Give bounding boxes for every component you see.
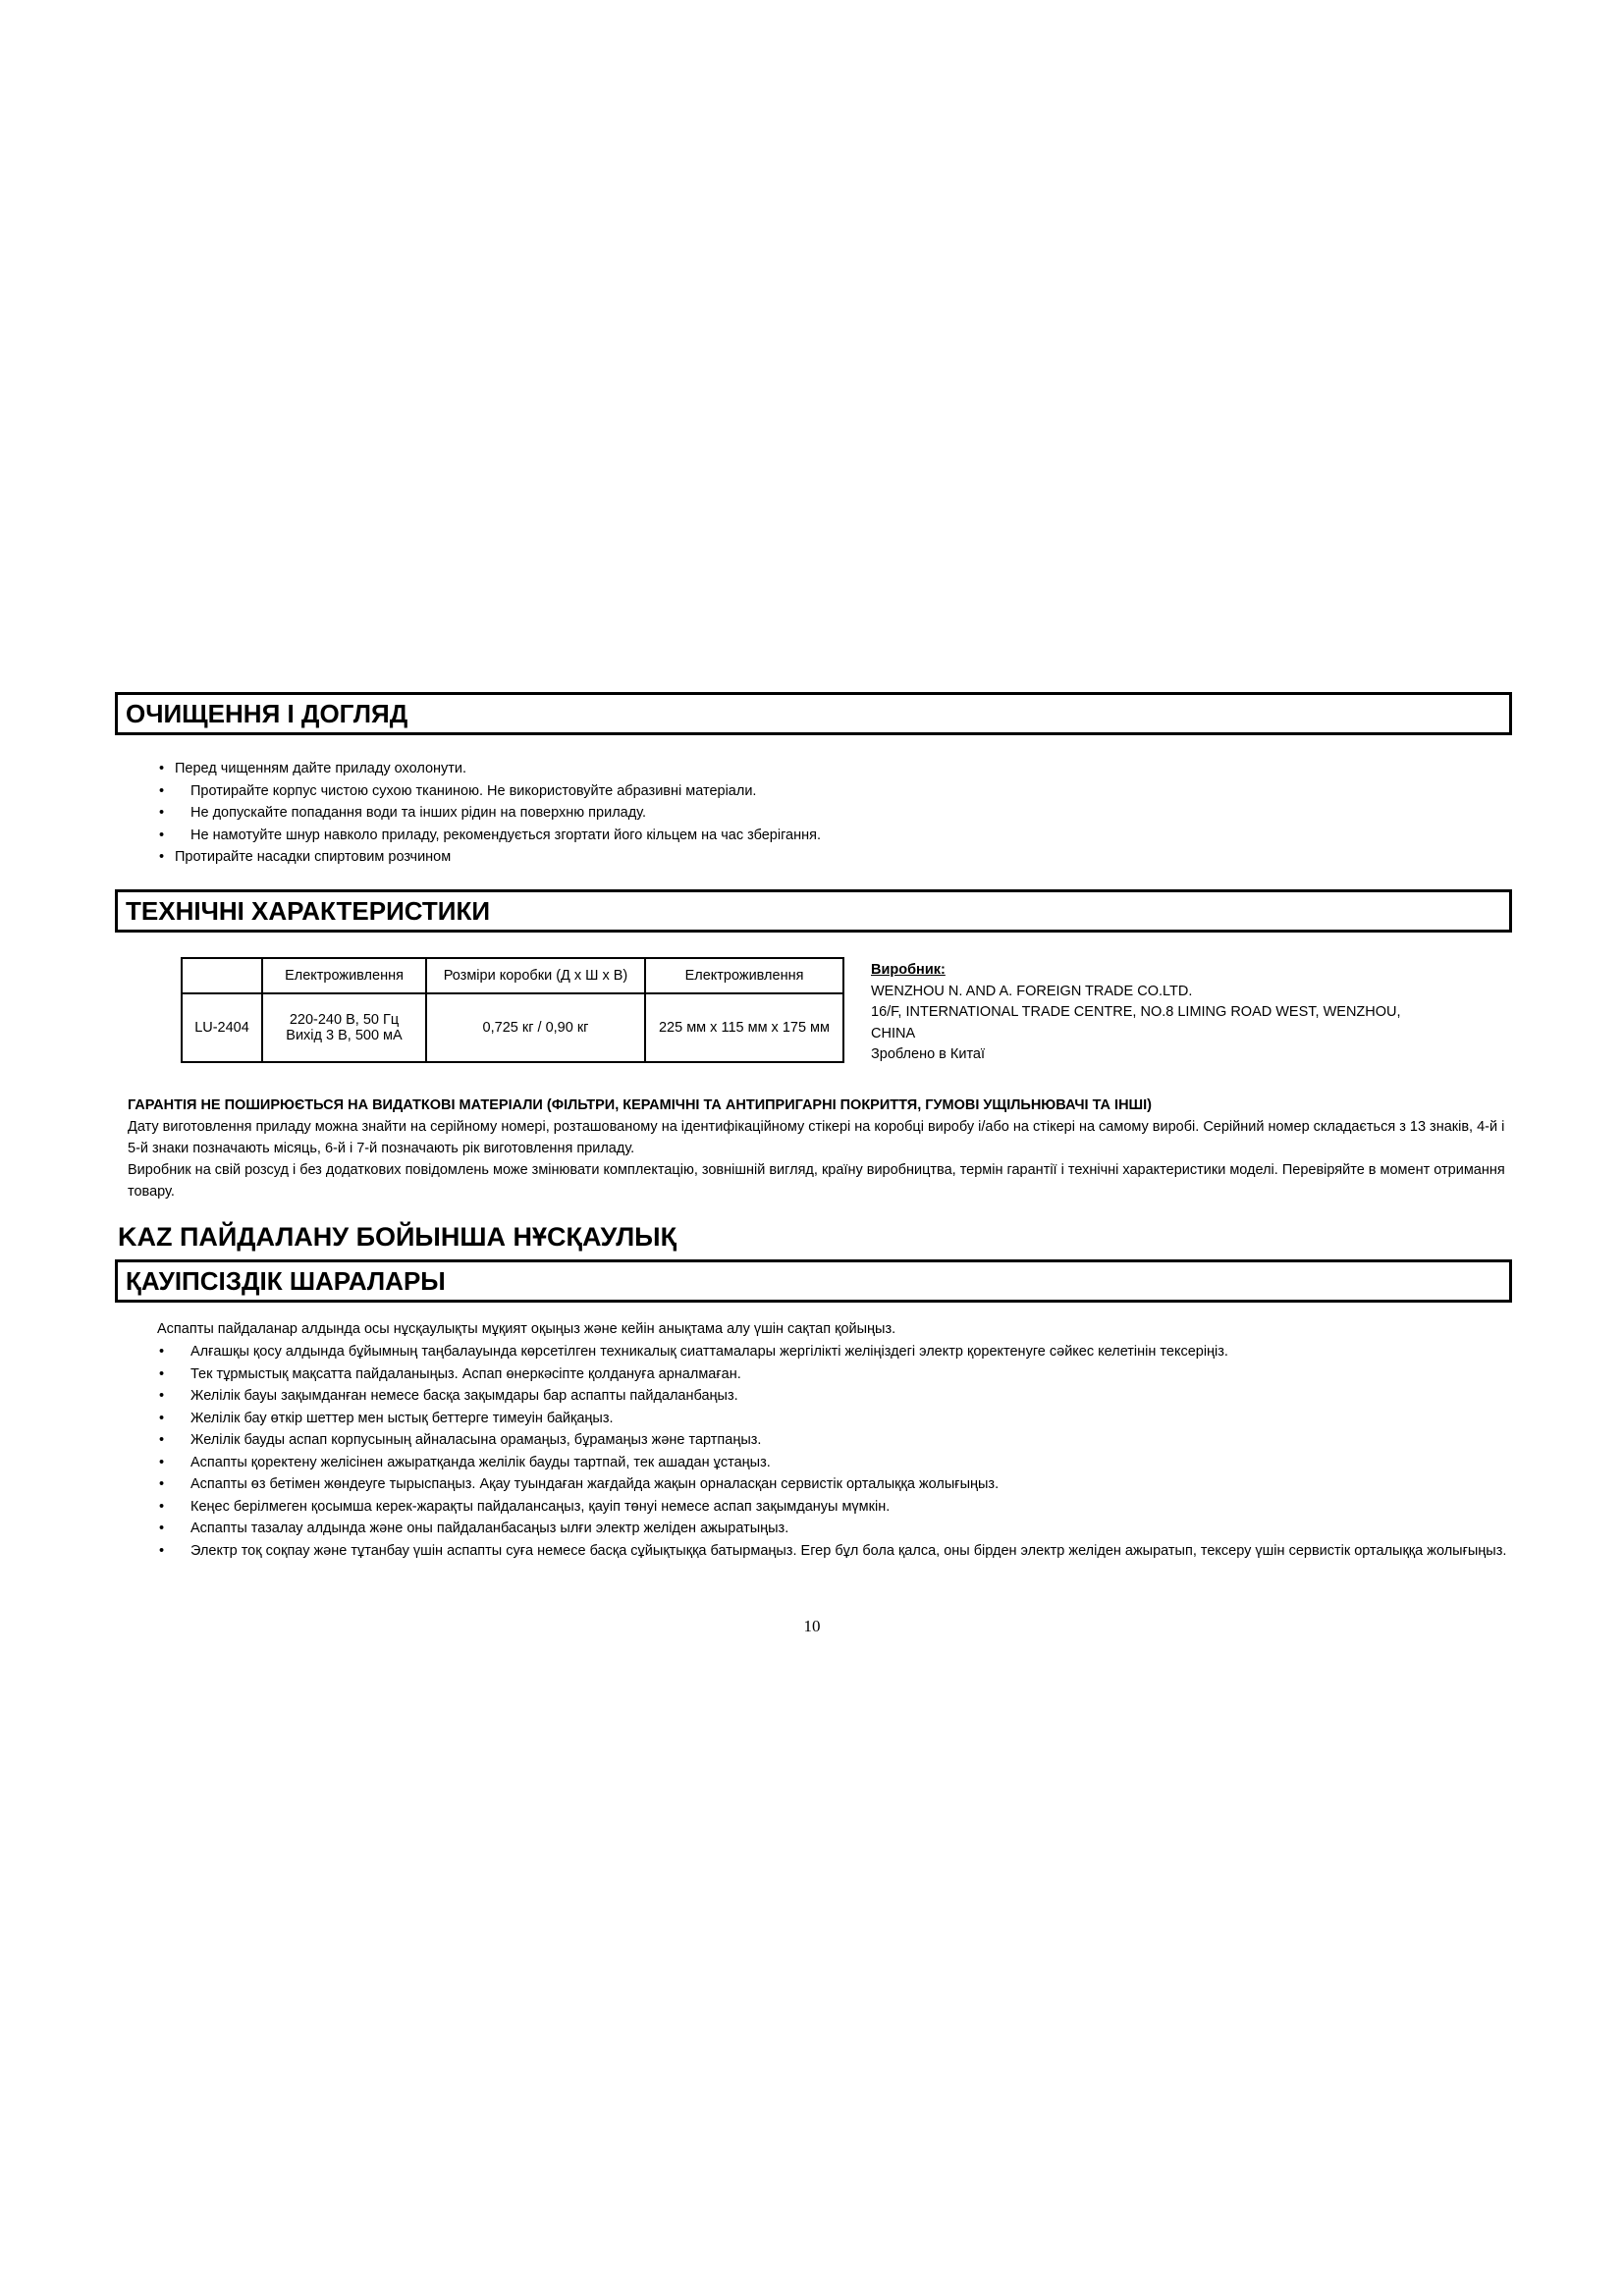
manufacturer-line: Зроблено в Китаї (871, 1046, 986, 1062)
list-item: • Кеңес берілмеген қосымша керек-жарақты пайдалансаңыз, қауіп төнуі немесе аспап зақымдануы мүмкін. (155, 1496, 1510, 1519)
dimensions-cell: 225 мм х 115 мм х 175 мм (645, 993, 843, 1062)
table-header-cell: Електроживлення (262, 958, 426, 993)
list-item: • Протирайте насадки спиртовим розчином (155, 846, 1510, 869)
list-item: • Протирайте корпус чистою сухою тканиною. Не використовуйте абразивні матеріали. (155, 780, 1510, 803)
list-item: • Желілік бауы зақымданған немесе басқа зақымдары бар аспапты пайдаланбаңыз. (155, 1385, 1510, 1408)
list-item: • Алғашқы қосу алдында бұйымның таңбалауында көрсетілген техникалық сиаттамалары жергілікті желіңіздегі электр қоректенуге сәйкес келетінін тексеріңіз. (155, 1341, 1510, 1363)
manufacturer-block (871, 960, 1509, 1066)
list-item: • Не намотуйте шнур навколо приладу, рекомендується згортати його кільцем на час зберігання. (155, 825, 1510, 847)
list-item: • Аспапты тазалау алдында және оны пайдаланбасаңыз ылғи электр желіден ажыратыңыз. (155, 1518, 1510, 1540)
warranty-block (128, 1095, 1512, 1202)
list-item: • Тек тұрмыстық мақсатта пайдаланыңыз. Аспап өнеркәсіпте қолдануға арналмаған. (155, 1363, 1510, 1386)
kaz-title: KAZ ПАЙДАЛАНУ БОЙЫНША НҰСҚАУЛЫҚ (118, 1222, 677, 1252)
list-item: • Желілік бау өткір шеттер мен ыстық беттерге тимеуін байқаңыз. (155, 1408, 1510, 1430)
warranty-heading: ГАРАНТІЯ НЕ ПОШИРЮЄТЬСЯ НА ВИДАТКОВІ МАТЕРІАЛИ (ФІЛЬТРИ, КЕРАМІЧНІ ТА АНТИПРИГАРНІ ПОКРИТТЯ, ГУМОВІ УЩІЛЬНЮВАЧІ ТА ІНШІ) (128, 1097, 1152, 1113)
manufacturer-line: WENZHOU N. AND A. FOREIGN TRADE CO.LTD. (871, 983, 1193, 999)
cleaning-list (155, 758, 1510, 869)
list-item: • Желілік бауды аспап корпусының айналасына орамаңыз, бұрамаңыз және тартпаңыз. (155, 1429, 1510, 1452)
specs-section-title: ТЕХНІЧНІ ХАРАКТЕРИСТИКИ (115, 889, 1512, 933)
safety-list (155, 1341, 1510, 1562)
manufacturer-label: Виробник: (871, 962, 946, 978)
weight-cell: 0,725 кг / 0,90 кг (426, 993, 645, 1062)
power-line: Вихід 3 В, 500 мА (286, 1028, 403, 1043)
power-cell (262, 993, 426, 1062)
cleaning-section-title: ОЧИЩЕННЯ І ДОГЛЯД (115, 692, 1512, 735)
safety-section-title: ҚАУІПСІЗДІК ШАРАЛАРЫ (115, 1259, 1512, 1303)
warranty-paragraph: Дату виготовлення приладу можна знайти на серійному номері, розташованому на ідентифікаційному стікері на коробці виробу і/або на стікері на самому виробі. Серійний номер складається з 13 знаків, 4-й і 5-й знаки позначають місяць, 6-й і 7-й позначають рік виготовлення приладу. (128, 1119, 1505, 1156)
list-item: • Аспапты қоректену желісінен ажыратқанда желілік бауды тартпай, тек ашадан ұстаңыз. (155, 1452, 1510, 1474)
kaz-intro: Аспапты пайдаланар алдында осы нұсқаулықты мұқият оқыңыз және кейін анықтама алу үшін сақтап қойыңыз. (157, 1321, 896, 1337)
manufacturer-line: 16/F, INTERNATIONAL TRADE CENTRE, NO.8 LIMING ROAD WEST, WENZHOU, (871, 1004, 1401, 1020)
manufacturer-line: CHINA (871, 1025, 916, 1041)
power-line: 220-240 В, 50 Гц (289, 1012, 400, 1028)
list-item: • Не допускайте попадання води та інших рідин на поверхню приладу. (155, 802, 1510, 825)
table-row (182, 958, 843, 993)
specs-table (181, 957, 844, 1063)
page-number: 10 (803, 1617, 821, 1635)
table-row (182, 993, 843, 1062)
table-header-cell: Розміри коробки (Д х Ш х В) (426, 958, 645, 993)
table-header-cell: Електроживлення (645, 958, 843, 993)
list-item: • Электр тоқ соқпау және тұтанбау үшін аспапты суға немесе басқа сұйықтыққа батырмаңыз. Егер бұл бола қалса, оны бірден электр желіден ажыратып, тексеру үшін сервистік орталыққа жолығыңыз. (155, 1540, 1510, 1563)
warranty-paragraph: Виробник на свій розсуд і без додаткових повідомлень може змінювати комплектацію, зовнішній вигляд, країну виробництва, термін гарантії і технічні характеристики моделі. Перевіряйте в момент отримання товару. (128, 1162, 1505, 1200)
list-item: • Перед чищенням дайте приладу охолонути. (155, 758, 1510, 780)
list-item: • Аспапты өз бетімен жөндеуге тырыспаңыз. Ақау туындаған жағдайда жақын орналасқан сервистік орталыққа жолығыңыз. (155, 1473, 1510, 1496)
model-cell: LU-2404 (182, 993, 262, 1062)
table-header-cell (182, 958, 262, 993)
